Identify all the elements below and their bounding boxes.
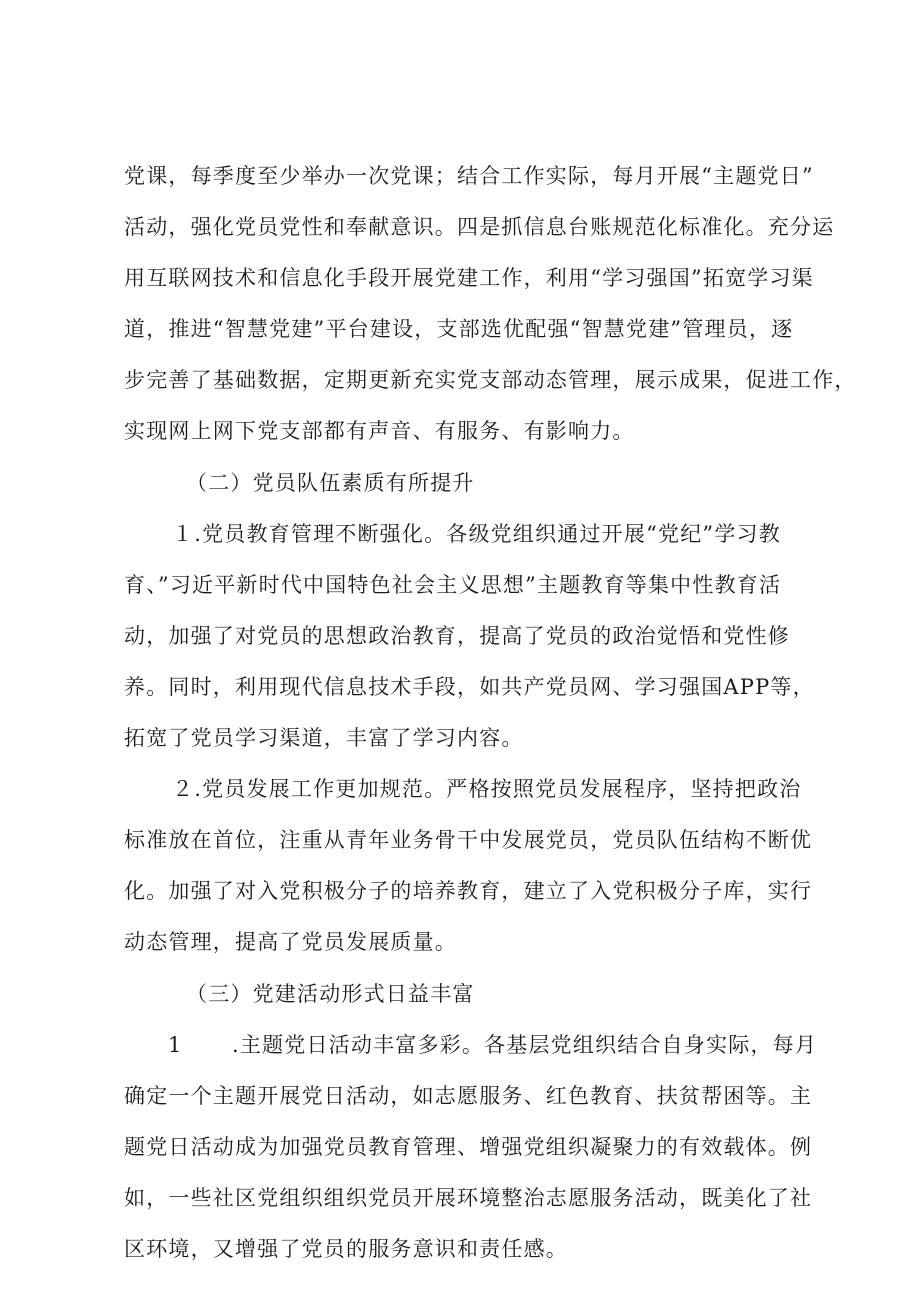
body-line-19: 如，一些社区党组织组织党员开展环境整治志愿服务活动，既美化了社	[124, 1186, 813, 1210]
body-line-11: 拓宽了党员学习渠道，丰富了学习内容。	[124, 726, 524, 750]
body-line-6: 实现网上网下党支部都有声音、有服务、有影响力。	[124, 419, 635, 443]
body-line-18: 题党日活动成为加强党员教育管理、增强党组织凝聚力的有效载体。例	[124, 1135, 813, 1159]
body-line-4: 道，推进“智慧党建”平台建设，支部选优配强“智慧党建”管理员，逐	[124, 317, 794, 341]
body-line-2: 活动，强化党员党性和奉献意识。四是抓信息台账规范化标准化。充分运	[124, 215, 835, 239]
item-number: 1	[168, 1033, 182, 1057]
body-line-17: 确定一个主题开展党日活动，如志愿服务、红色教育、扶贫帮困等。主	[124, 1084, 813, 1108]
body-line-16: .主题党日活动丰富多彩。各基层党组织结合自身实际，每月	[232, 1033, 818, 1057]
section-heading-3: （三）党建活动形式日益丰富	[186, 982, 475, 1006]
body-line-9: 动，加强了对党员的思想政治教育，提高了党员的政治觉悟和党性修	[124, 624, 790, 648]
body-line-3: 用互联网技术和信息化手段开展党建工作，利用“学习强国”拓宽学习渠	[124, 266, 814, 290]
body-line-5: 步完善了基础数据，定期更新充实党支部动态管理，展示成果，促进工作，	[124, 368, 857, 392]
body-line-12: ２.党员发展工作更加规范。严格按照党员发展程序，坚持把政治	[172, 777, 802, 801]
body-line-10: 养。同时，利用现代信息技术手段，如共产党员网、学习强国APP等，	[124, 675, 815, 699]
body-line-13: 标准放在首位，注重从青年业务骨干中发展党员，党员队伍结构不断优	[124, 828, 813, 852]
section-heading-2: （二）党员队伍素质有所提升	[186, 471, 475, 495]
body-line-1: 党课，每季度至少举办一次党课；结合工作实际，每月开展“主题党日”	[124, 164, 814, 188]
body-line-14: 化。加强了对入党积极分子的培养教育，建立了入党积极分子库，实行	[124, 879, 813, 903]
body-line-15: 动态管理，提高了党员发展质量。	[124, 930, 457, 954]
body-line-7: １.党员教育管理不断强化。各级党组织通过开展“党纪”学习教	[172, 522, 781, 546]
body-line-20: 区环境，又增强了党员的服务意识和责任感。	[124, 1237, 568, 1261]
body-line-8: 育、”习近平新时代中国特色社会主义思想”主题教育等集中性教育活	[124, 573, 782, 597]
